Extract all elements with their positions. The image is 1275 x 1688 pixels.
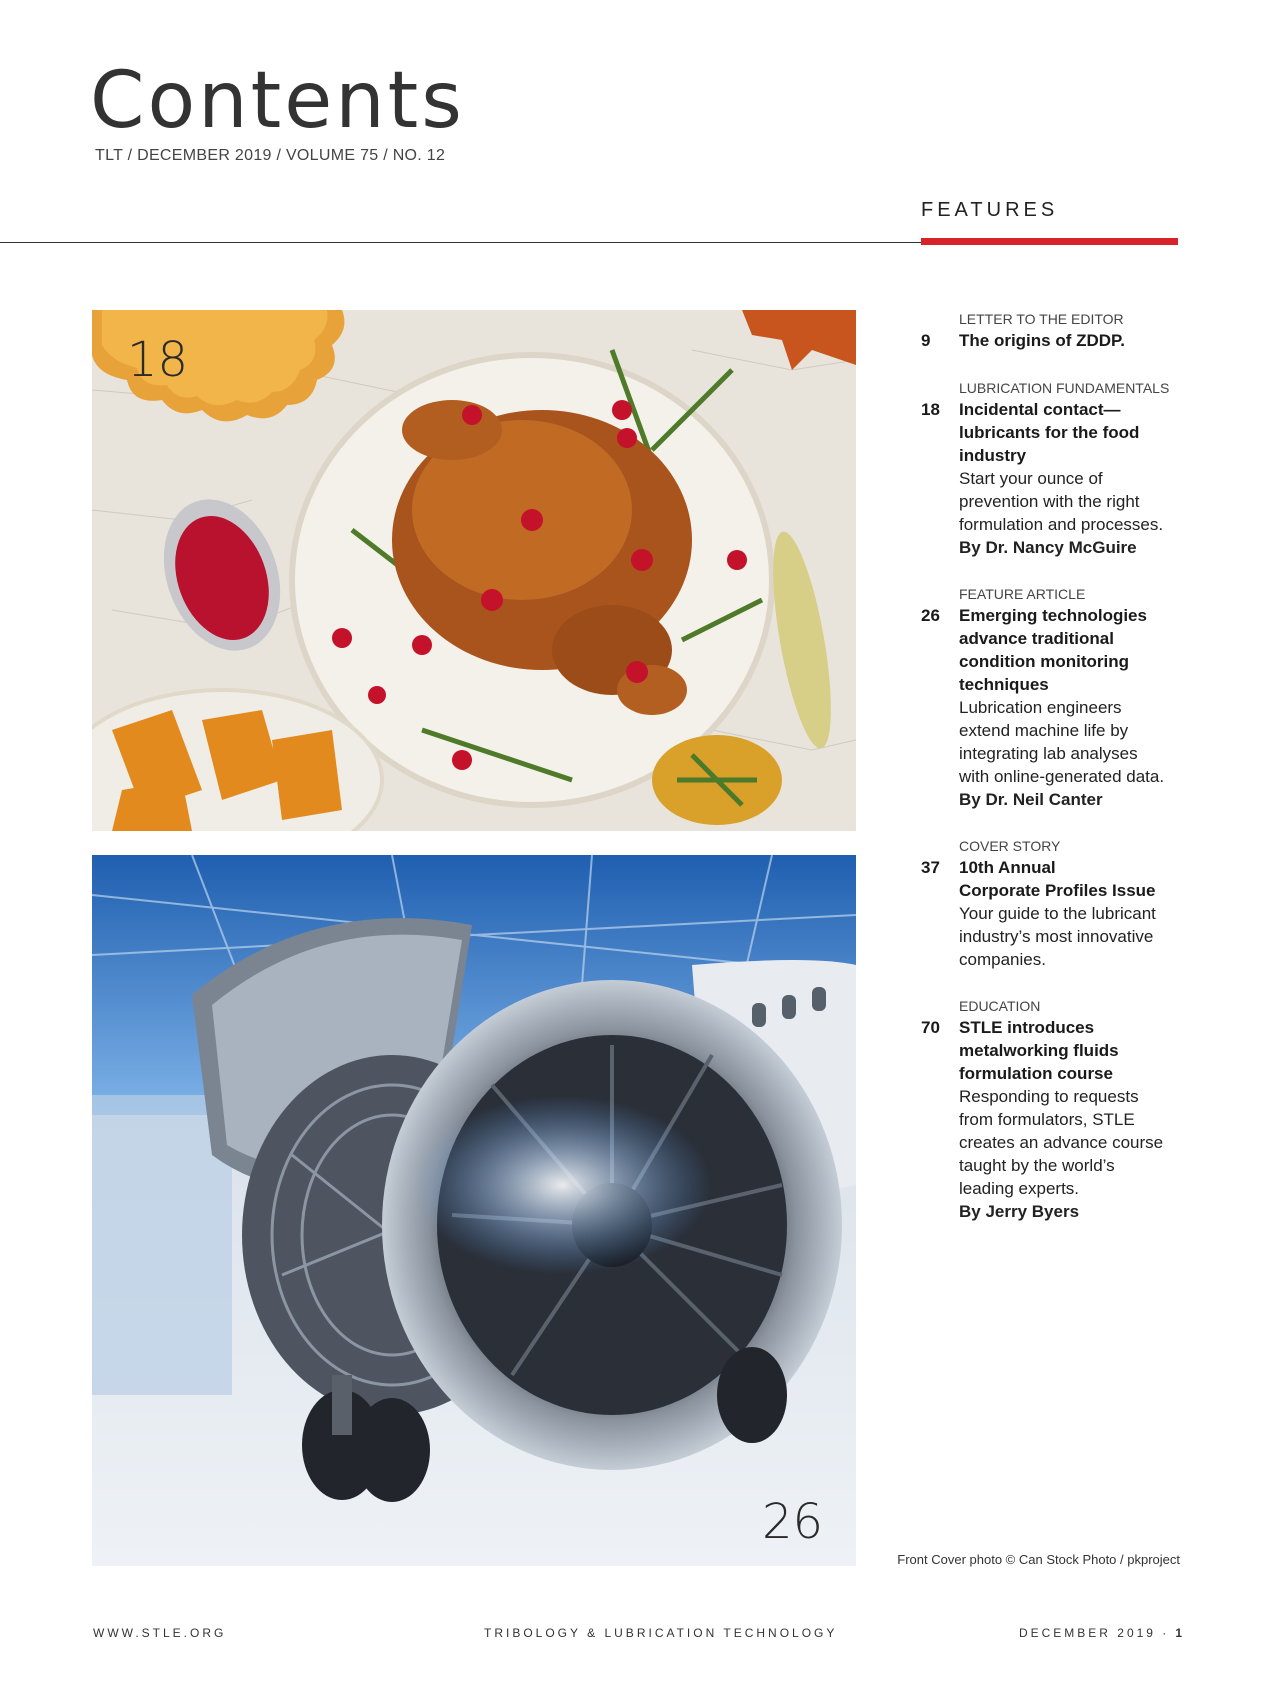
footer-website[interactable]: WWW.STLE.ORG bbox=[93, 1626, 227, 1640]
toc-title[interactable]: Incidental contact— lubricants for the food industry bbox=[959, 400, 1140, 465]
toc-description: Your guide to the lubricant industry’s most innovative companies. bbox=[959, 904, 1156, 969]
photo-credit: Front Cover photo © Can Stock Photo / pkproject bbox=[897, 1552, 1180, 1567]
toc-page-number: 18 bbox=[921, 400, 940, 419]
toc-byline: By Dr. Neil Canter bbox=[959, 790, 1103, 809]
toc-category: LUBRICATION FUNDAMENTALS bbox=[959, 380, 1170, 396]
toc-page-number: 37 bbox=[921, 858, 940, 877]
features-section-label: FEATURES bbox=[921, 199, 1059, 221]
page-number: 1 bbox=[1175, 1626, 1182, 1640]
toc-entry[interactable] bbox=[921, 309, 1191, 352]
features-accent-bar bbox=[921, 238, 1178, 245]
footer-date: DECEMBER 2019 · bbox=[1018, 1626, 1170, 1640]
toc-description: Start your ounce of prevention with the right formulation and processes. bbox=[959, 469, 1164, 534]
jet-engine-illustration bbox=[92, 855, 856, 1566]
toc-byline: By Dr. Nancy McGuire bbox=[959, 538, 1137, 557]
roast-chicken-illustration bbox=[92, 310, 856, 831]
toc-entry[interactable] bbox=[921, 584, 1191, 811]
toc-page-number: 70 bbox=[921, 1018, 940, 1037]
toc-byline: By Jerry Byers bbox=[959, 1202, 1080, 1221]
toc-category: LETTER TO THE EDITOR bbox=[959, 311, 1124, 327]
toc-description: Lubrication engineers extend machine life by integrating lab analyses with online-generated data. bbox=[959, 698, 1165, 786]
toc-entry[interactable] bbox=[921, 836, 1191, 971]
toc-title[interactable]: 10th Annual Corporate Profiles Issue bbox=[959, 858, 1156, 900]
toc-category: FEATURE ARTICLE bbox=[959, 586, 1086, 602]
toc-description: Responding to requests from formulators, STLE creates an advance course taught by the world’s leading experts. bbox=[959, 1087, 1164, 1198]
toc-page-number: 9 bbox=[921, 331, 931, 350]
food-photo bbox=[92, 310, 856, 831]
toc-category: EDUCATION bbox=[959, 998, 1041, 1014]
photo-page-number-food: 18 bbox=[127, 332, 189, 388]
toc-category: COVER STORY bbox=[959, 838, 1061, 854]
toc-title[interactable]: Emerging technologies advance traditional condition monitoring techniques bbox=[959, 606, 1147, 694]
jet-engine-photo bbox=[92, 855, 856, 1566]
toc-entry[interactable] bbox=[921, 996, 1191, 1223]
footer-issue-date bbox=[1019, 1626, 1182, 1640]
page-title: Contents bbox=[90, 56, 465, 146]
toc-title[interactable]: The origins of ZDDP. bbox=[959, 331, 1125, 350]
issue-info: TLT / DECEMBER 2019 / VOLUME 75 / NO. 12 bbox=[95, 147, 446, 164]
photo-page-number-engine: 26 bbox=[762, 1494, 824, 1550]
toc-entry[interactable] bbox=[921, 378, 1191, 559]
toc-page-number: 26 bbox=[921, 606, 940, 625]
toc-title[interactable]: STLE introduces metalworking fluids formulation course bbox=[959, 1018, 1119, 1083]
footer-publication-name: TRIBOLOGY & LUBRICATION TECHNOLOGY bbox=[484, 1626, 838, 1640]
header-divider bbox=[0, 242, 921, 243]
